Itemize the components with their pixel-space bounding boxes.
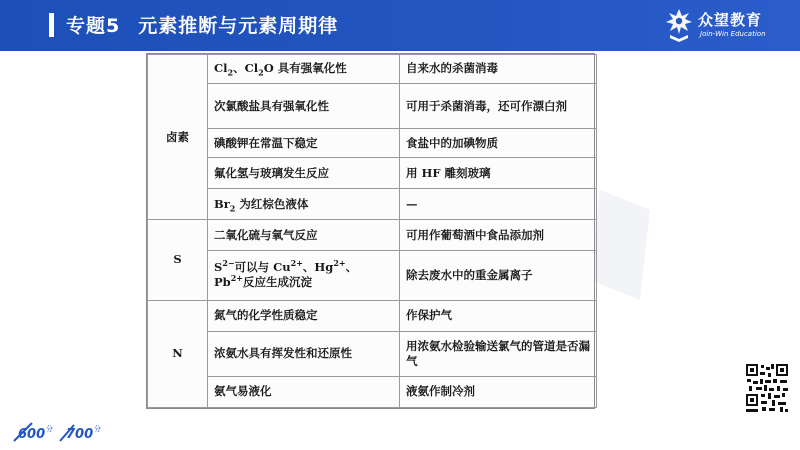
brand-logo bbox=[664, 7, 794, 45]
page-title bbox=[66, 11, 338, 38]
group-cell: N bbox=[148, 300, 208, 407]
table-body bbox=[148, 55, 597, 408]
bottom-logo-unit-2: 分 bbox=[94, 425, 101, 433]
use-cell: 用浓氨水检验输送氯气的管道是否漏气 bbox=[400, 331, 597, 376]
use-cell: 除去废水中的重金属离子 bbox=[400, 251, 597, 301]
property-cell: $Br_2$ 为红棕色液体 bbox=[208, 189, 400, 220]
use-cell: 用 HF 雕刻玻璃 bbox=[400, 158, 597, 189]
table-row bbox=[148, 55, 597, 84]
table bbox=[147, 54, 597, 408]
table-row bbox=[148, 189, 597, 220]
table-row bbox=[148, 376, 597, 407]
brand-name-en: Join-Win Education bbox=[700, 30, 766, 38]
brand-name-cn: 众望教育 bbox=[698, 11, 763, 29]
property-cell: 氮气的化学性质稳定 bbox=[208, 300, 400, 331]
brand-logo-icon bbox=[664, 7, 694, 43]
use-cell: — bbox=[400, 189, 597, 220]
use-cell: 作保护气 bbox=[400, 300, 597, 331]
property-use-table bbox=[146, 53, 595, 409]
use-cell: 液氨作制冷剂 bbox=[400, 376, 597, 407]
table-row bbox=[148, 331, 597, 376]
property-cell: 碘酸钾在常温下稳定 bbox=[208, 129, 400, 158]
qr-code-icon bbox=[744, 362, 790, 414]
header-banner bbox=[0, 0, 800, 51]
bottom-brand-logo bbox=[12, 417, 112, 445]
table-row bbox=[148, 83, 597, 128]
table-row bbox=[148, 129, 597, 158]
topic-label: 专题5 bbox=[66, 15, 121, 37]
bottom-logo-score-2: 700 bbox=[66, 427, 94, 442]
header-accent-bar bbox=[49, 13, 54, 37]
property-cell: $Cl_2$、$Cl_2O$ 具有强氧化性 bbox=[208, 55, 400, 84]
bottom-logo-score-1: 600 bbox=[18, 427, 46, 442]
watermark-graphic bbox=[590, 190, 650, 300]
topic-title: 元素推断与元素周期律 bbox=[138, 15, 339, 37]
property-cell: 氨气易液化 bbox=[208, 376, 400, 407]
property-cell: 氟化氢与玻璃发生反应 bbox=[208, 158, 400, 189]
bottom-logo-unit-1: 分 bbox=[46, 425, 53, 433]
table-row bbox=[148, 300, 597, 331]
group-cell: S bbox=[148, 220, 208, 300]
use-cell: 可用作葡萄酒中食品添加剂 bbox=[400, 220, 597, 251]
table-row bbox=[148, 251, 597, 301]
group-cell: 卤素 bbox=[148, 55, 208, 220]
use-cell: 可用于杀菌消毒，还可作漂白剂 bbox=[400, 83, 597, 128]
use-cell: 食盐中的加碘物质 bbox=[400, 129, 597, 158]
property-cell: 浓氨水具有挥发性和还原性 bbox=[208, 331, 400, 376]
table-row bbox=[148, 158, 597, 189]
table-row bbox=[148, 220, 597, 251]
property-cell: 次氯酸盐具有强氧化性 bbox=[208, 83, 400, 128]
property-cell: $S^{2-}$可以与 $Cu^{2+}$、$Hg^{2+}$、$Pb^{2+}$反应生成沉淀 bbox=[208, 251, 400, 301]
property-cell: 二氧化硫与氧气反应 bbox=[208, 220, 400, 251]
use-cell: 自来水的杀菌消毒 bbox=[400, 55, 597, 84]
